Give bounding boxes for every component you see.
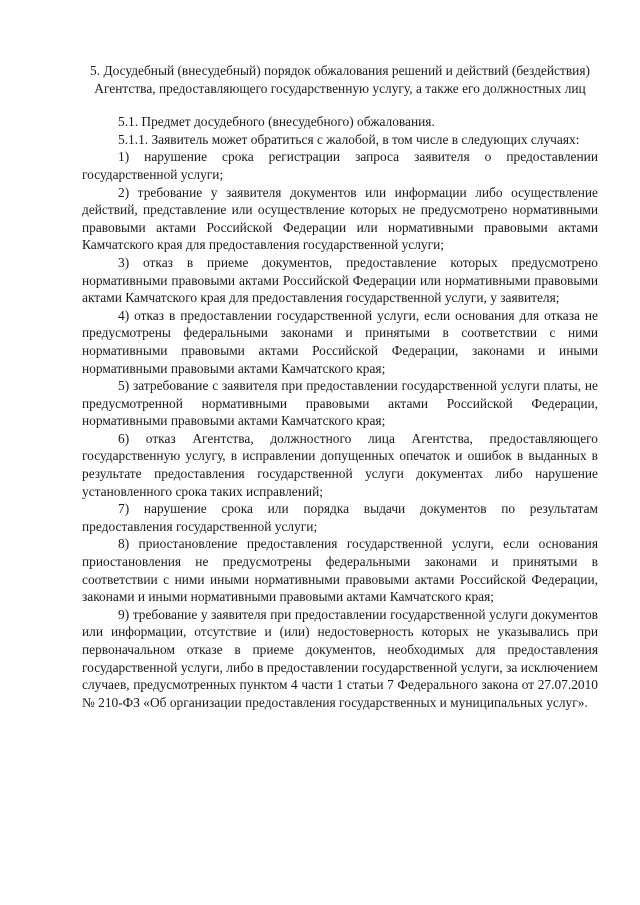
list-item: 1) нарушение срока регистрации запроса заявителя о предоставлении государственной услуги; xyxy=(82,149,598,182)
list-item: 9) требование у заявителя при предоставлении государственной услуги документов или информации, отсутствие и (или) недостоверность которых не указывались при первоначальном отказе в приеме документов, необходимых для предоставления государственной услуги, либо в предоставлении государственной услуги, за исключением случаев, предусмотренных пунктом 4 части 1 статьи 7 Федерального закона от 27.07.2010 № 210-ФЗ «Об организации предоставления государственных и муниципальных услуг». xyxy=(82,606,598,710)
paragraph-intro: 5.1.1. Заявитель может обратиться с жалобой, в том числе в следующих случаях: xyxy=(118,131,580,147)
document-body xyxy=(82,113,598,711)
list-item: 6) отказ Агентства, должностного лица Агентства, предоставляющего государственную услугу, в исправлении допущенных опечаток и ошибок в выданных в результате предоставления государственной услуги документах либо нарушение установленного срока таких исправлений; xyxy=(82,430,598,499)
list-item: 8) приостановление предоставления государственной услуги, если основания приостановления не предусмотрены федеральными законами и принятыми в соответствии с ними иными нормативными правовыми актами Российской Федерации, законами и иными нормативными правовыми актами Камчатского края; xyxy=(82,536,598,605)
paragraph-subject: 5.1. Предмет досудебного (внесудебного) обжалования. xyxy=(118,114,435,130)
list-item: 7) нарушение срока или порядка выдачи документов по результатам предоставления государственной услуги; xyxy=(82,501,598,534)
list-item: 2) требование у заявителя документов или информации либо осуществление действий, представление или осуществление которых не предусмотрено нормативными правовыми актами Российской Федерации или нормативными правовыми актами Камчатского края для предоставления государственной услуги; xyxy=(82,184,598,253)
document-page xyxy=(82,62,598,711)
section-heading: 5. Досудебный (внесудебный) порядок обжалования решений и действий (бездействия) Агентства, предоставляющего государственную услугу, а также его должностных лиц xyxy=(90,63,590,96)
list-item: 4) отказ в предоставлении государственной услуги, если основания для отказа не предусмотрены федеральными законами и принятыми в соответствии с ними нормативными правовыми актами Российской Федерации, законами и иными нормативными правовыми актами Камчатского края; xyxy=(82,307,598,376)
list-item: 5) затребование с заявителя при предоставлении государственной услуги платы, не предусмотренной нормативными правовыми актами Российской Федерации, нормативными правовыми актами Камчатского края; xyxy=(82,378,598,429)
list-item: 3) отказ в приеме документов, предоставление которых предусмотрено нормативными правовыми актами Российской Федерации или нормативными правовыми актами Камчатского края для предоставления государственной услуги, у заявителя; xyxy=(82,254,598,306)
